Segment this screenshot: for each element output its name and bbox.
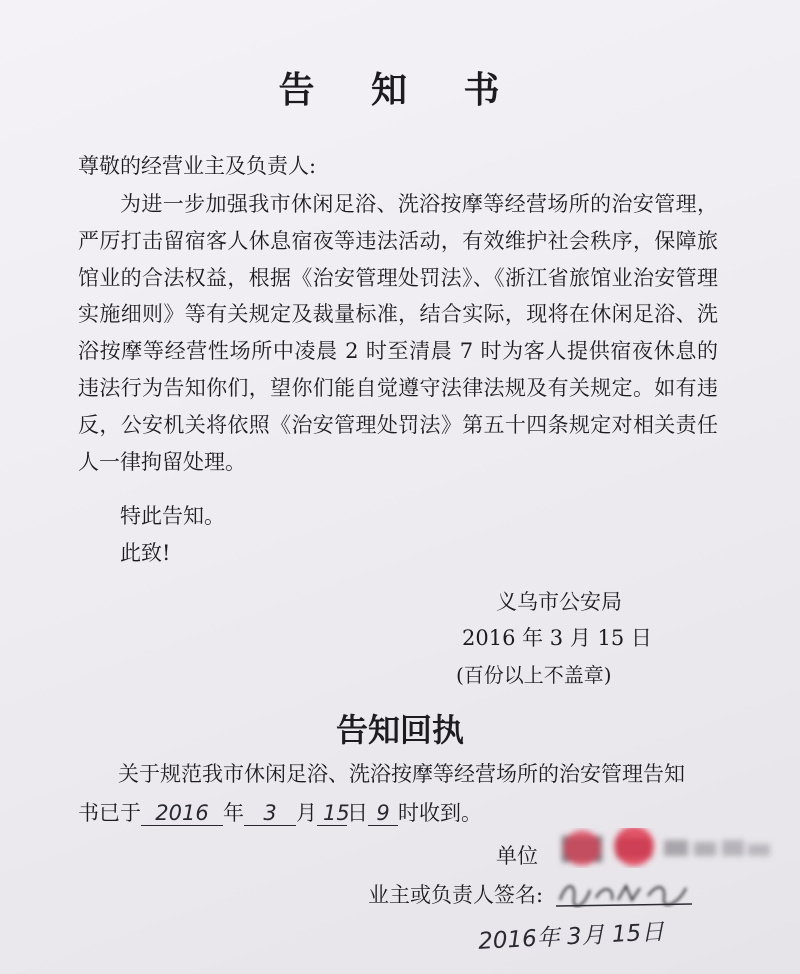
issuer-name: 义乌市公安局 xyxy=(496,590,622,614)
handwritten-day: 15 xyxy=(317,801,347,826)
signer-label: 业主或负责人签名: xyxy=(368,883,544,907)
notice-title: 告 知 书 xyxy=(278,69,522,111)
closing-regards: 此致! xyxy=(120,541,171,565)
receipt-title: 告知回执 xyxy=(335,711,464,749)
redacted-unit-stamp xyxy=(556,828,776,868)
day-unit: 日 xyxy=(347,801,368,825)
receipt-prefix: 书已于 xyxy=(78,801,141,825)
year-unit: 年 xyxy=(223,801,244,825)
closing-notice: 特此告知。 xyxy=(120,504,225,528)
receipt-suffix: 时收到。 xyxy=(398,801,482,825)
handwritten-year: 2016 xyxy=(141,801,223,826)
handwritten-month: 3 xyxy=(244,801,296,826)
receipt-line-1: 关于规范我市休闲足浴、洗浴按摩等经营场所的治安管理告知 xyxy=(118,762,685,786)
notice-body: 为进一步加强我市休闲足浴、洗浴按摩等经营场所的治安管理，严厉打击留宿客人休息宿夜等违法活动，有效维护社会秩序，保障旅馆业的合法权益，根据《治安管理处罚法》、《浙江省旅馆业治安管理实施细则》等有关规定及裁量标准，结合实际，现将在休闲足浴、洗浴按摩等经营性场所中凌晨 2 时至清晨 7 时为客人提供宿夜休息的违法行为告知你们，望你们能自觉遵守法律法规及有关规定。如有违反，公安机关将依照《治安管理处罚法》第五十四条规定对相关责任人一律拘留处理。 xyxy=(78,192,718,474)
receipt-line-2 xyxy=(78,797,482,827)
month-unit: 月 xyxy=(296,801,317,825)
redacted-signature xyxy=(556,878,696,908)
salutation: 尊敬的经营业主及负责人: xyxy=(78,154,317,178)
issue-date: 2016 年 3 月 15 日 xyxy=(462,626,652,650)
handwritten-signed-date: 2016年 3月 15日 xyxy=(477,919,665,955)
handwritten-hour: 9 xyxy=(368,801,398,826)
stamp-note: (百份以上不盖章) xyxy=(456,663,612,687)
unit-label: 单位 xyxy=(496,844,538,868)
